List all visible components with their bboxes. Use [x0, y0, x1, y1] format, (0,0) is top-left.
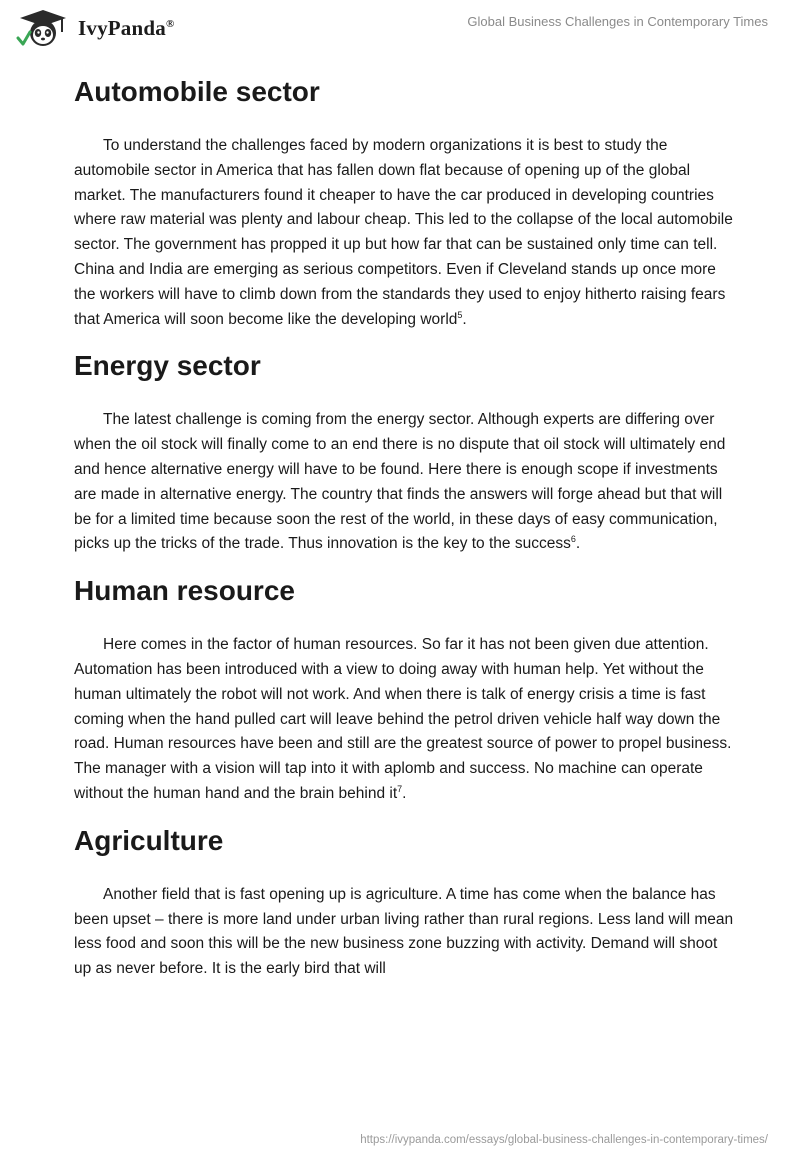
section-paragraph: The latest challenge is coming from the energy sector. Although experts are differing over when the oil stock will finally come to an end there is no dispute that oil stock will ultimately end and hence alternative energy will have to be found. Here there is enough scope if investments are made in alternative energy. The country that finds the answers will forge ahead but that will be for a limited time because soon the rest of the world, in these days of easy communication, picks up the tricks of the trade. Thus innovation is the key to the success$^6$.: [74, 411, 726, 553]
page-header: [0, 0, 800, 60]
section-heading: Agriculture: [74, 824, 224, 856]
section-energy: [74, 346, 734, 557]
section-paragraph: Another field that is fast opening up is agriculture. A time has come when the balance has been upset – there is more land under urban living rather than rural regions. Less land will mean less food and soon this will be the new business zone buzzing with activity. Demand will shoot up as never before. It is the early bird that will: [74, 885, 734, 978]
source-url[interactable]: https://ivypanda.com/essays/global-business-challenges-in-contemporary-times/: [360, 1134, 768, 1146]
footnote-marker[interactable]: 7: [397, 783, 403, 794]
article-body: [74, 72, 734, 982]
section-heading: Human resource: [74, 575, 295, 607]
section-heading: Automobile sector: [74, 76, 320, 107]
brand-name: IvyPanda®: [78, 15, 175, 40]
section-heading: Energy sector: [74, 350, 261, 382]
section-automobile: [74, 72, 734, 332]
document-title: Global Business Challenges in Contemporary Times: [467, 14, 768, 29]
section-agriculture: [74, 821, 734, 982]
section-human-resource: [74, 571, 734, 807]
footnote-marker[interactable]: 6: [570, 534, 576, 545]
section-paragraph: To understand the challenges faced by modern organizations it is best to study the automobile sector in America that has fallen down flat because of opening up of the global market. The manufacturers found it cheaper to have the car produced in developing countries where raw material was plenty and labour cheap. This led to the collapse of the local automobile sector. The government has propped it up but how far that can be sustained only time can tell. China and India are emerging as serious competitors. Even if Cleveland stands up once more the workers will have to climb down from the standards they used to enjoy hitherto raising fears that America will soon become like the developing world$^5$.: [74, 137, 733, 328]
footnote-marker[interactable]: 5: [457, 309, 463, 320]
panda-logo-icon: [14, 8, 72, 48]
logo[interactable]: [14, 8, 174, 48]
section-paragraph: Here comes in the factor of human resources. So far it has not been given due attention. Automation has been introduced with a view to doing away with human help. Yet without the human ultimately the robot will not work. And when there is talk of energy crisis a time is fast coming when the hand pulled cart will leave behind the petrol driven vehicle half way down the road. Human resources have been and still are the greatest source of power to propel business. The manager with a vision will tap into it with aplomb and success. No machine can operate without the human hand and the brain behind $it^7$.: [74, 636, 732, 802]
